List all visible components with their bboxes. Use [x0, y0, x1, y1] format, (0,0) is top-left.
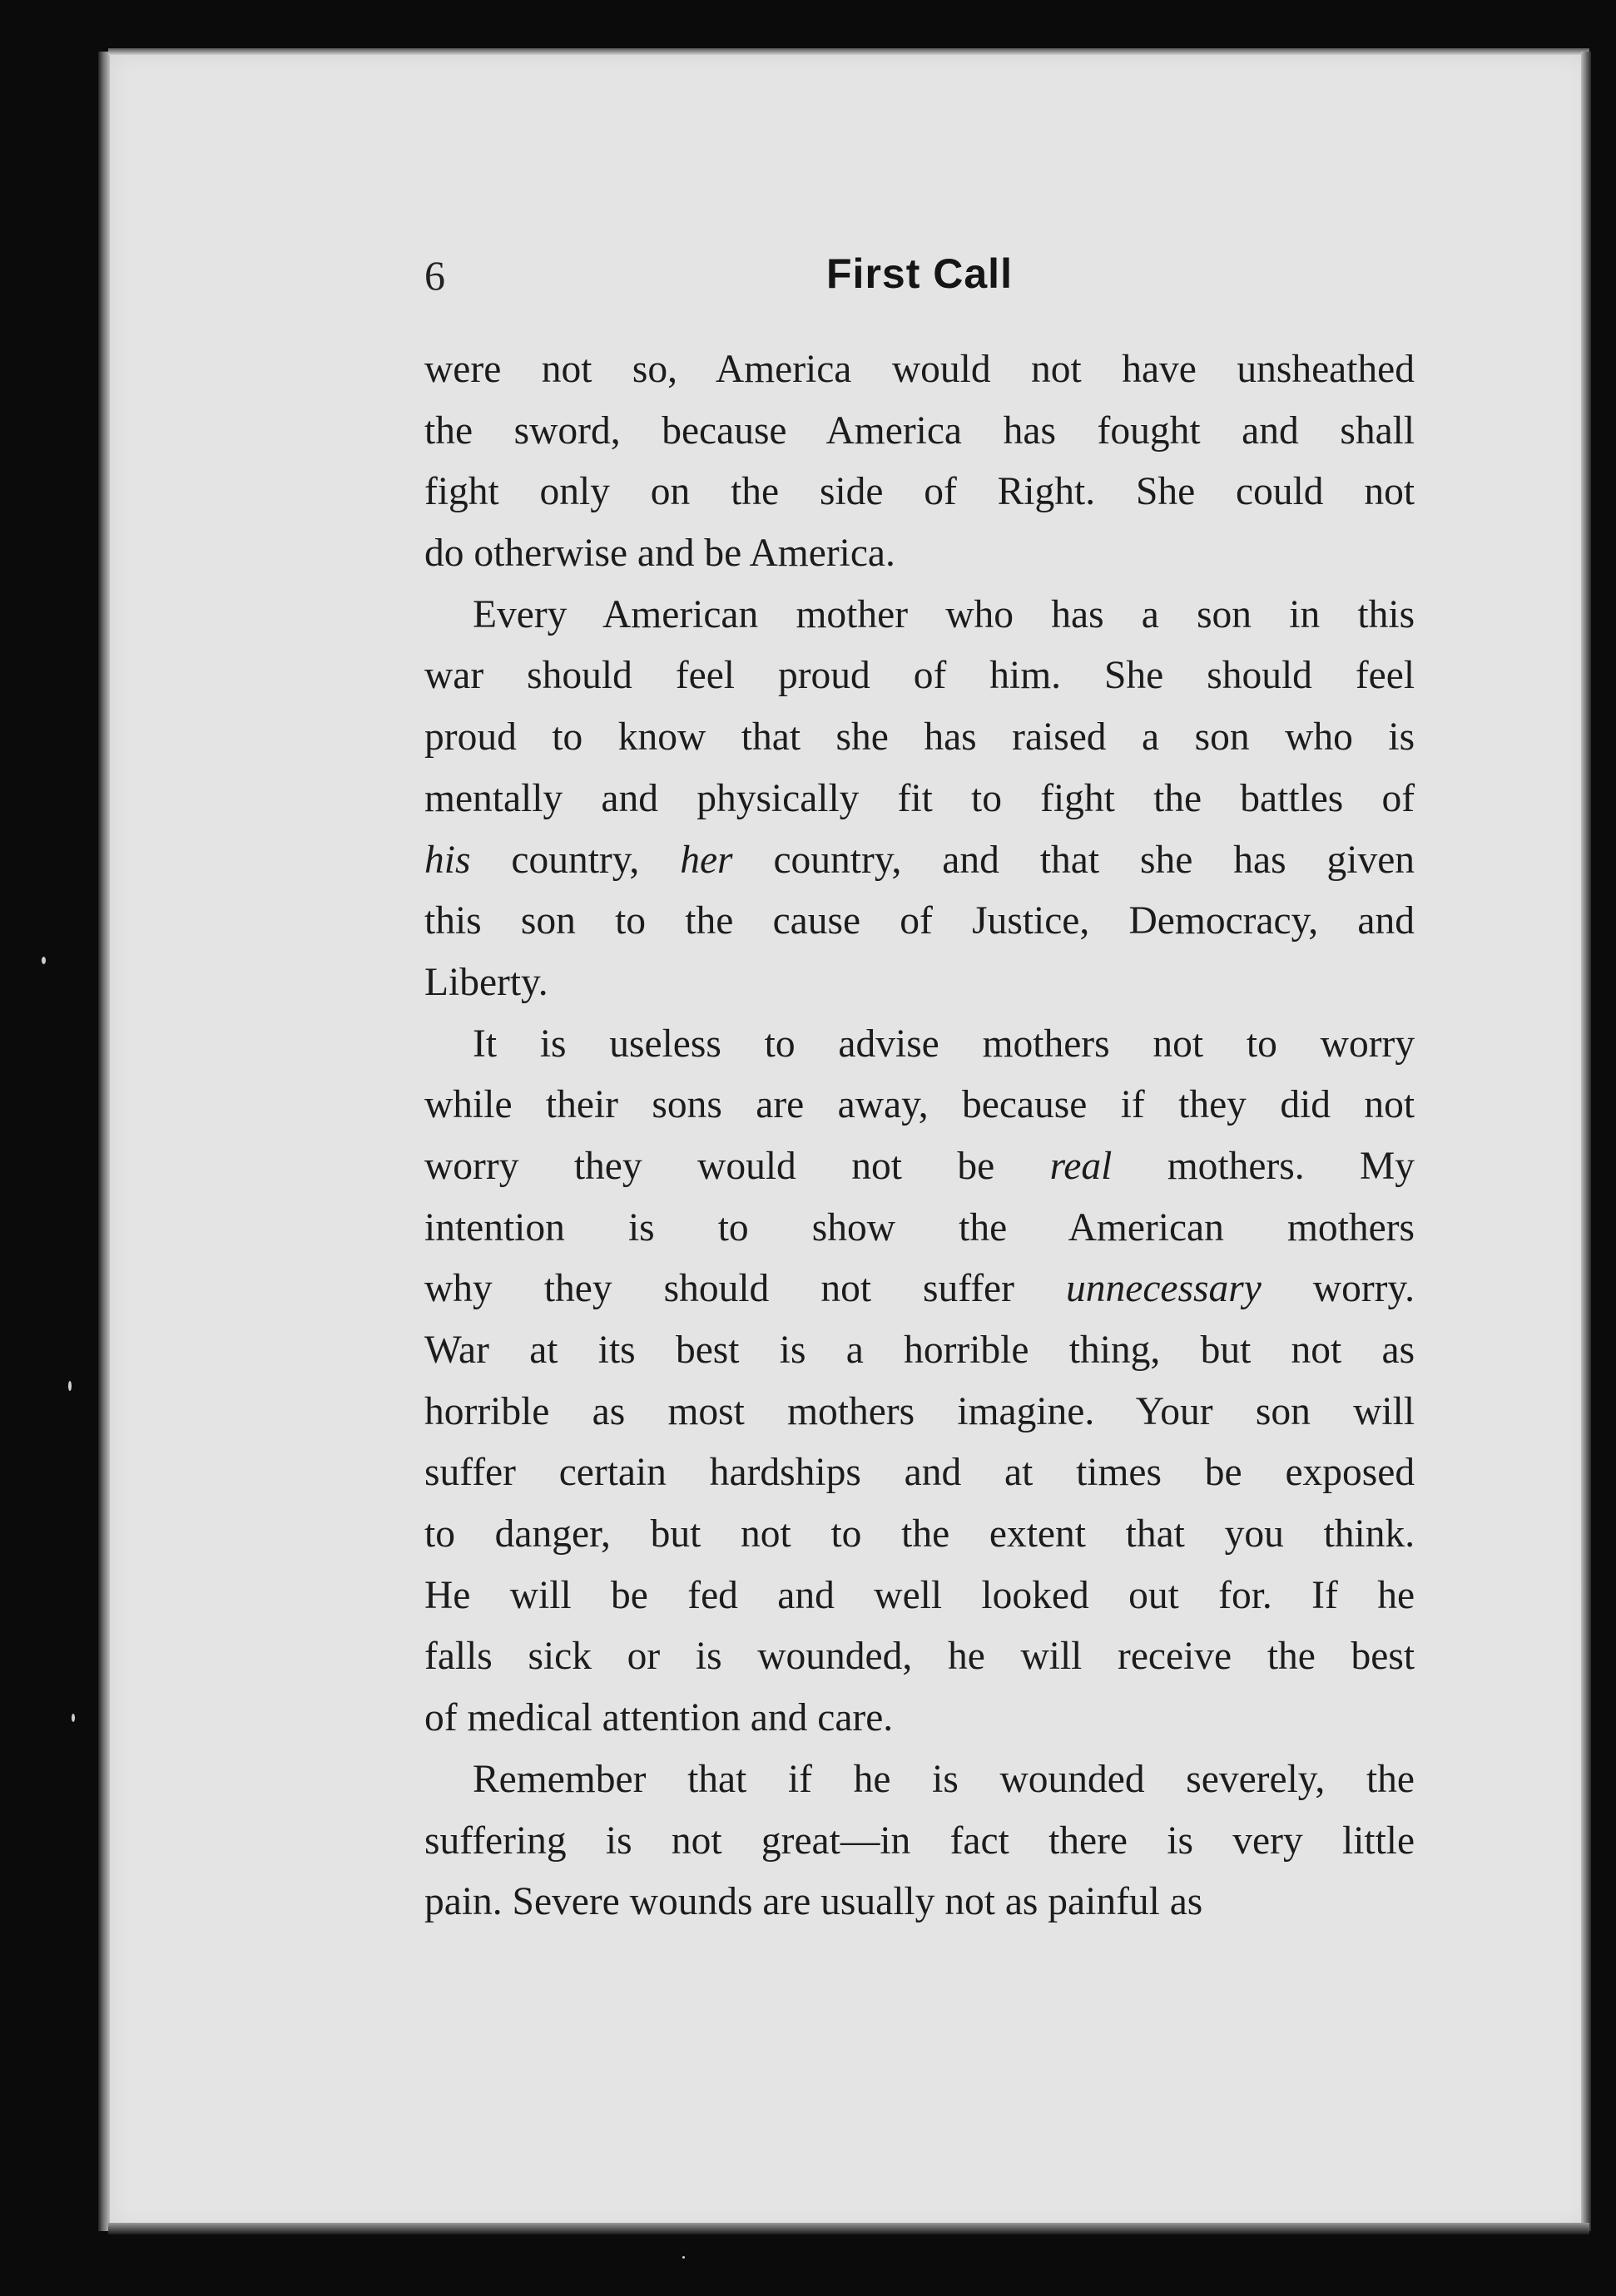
text-line: this son to the cause of Justice, Democracy, and	[424, 899, 1415, 943]
text-line: horrible as most mothers imagine. Your son will	[424, 1389, 1415, 1433]
text-line: to danger, but not to the extent that you think.	[424, 1512, 1415, 1556]
text-line: his country, her country, and that she has given	[424, 838, 1415, 882]
text-line: It is useless to advise mothers not to worry	[473, 1022, 1415, 1066]
text-line: Remember that if he is wounded severely, the	[473, 1757, 1415, 1801]
scan-speck	[68, 1381, 72, 1391]
text-line: the sword, because America has fought and shall	[424, 408, 1415, 453]
running-title: First Call	[826, 250, 1013, 297]
text-line: fight only on the side of Right. She could not	[424, 470, 1415, 514]
text-line: intention is to show the American mothers	[424, 1205, 1415, 1249]
text-line: proud to know that she has raised a son who is	[424, 715, 1415, 760]
page-number: 6	[424, 252, 445, 299]
text-line: were not so, America would not have unsheathed	[424, 348, 1415, 391]
paragraph	[424, 339, 1415, 585]
paragraph	[424, 585, 1415, 1014]
page-header	[424, 243, 1415, 309]
page-binding-edge	[98, 52, 110, 2231]
text-line: War at its best is a horrible thing, but not as	[424, 1329, 1415, 1372]
page-bottom-edge	[108, 2223, 1589, 2234]
page-right-edge	[1581, 52, 1591, 2231]
text-line: Every American mother who has a son in this	[473, 592, 1415, 636]
text-line: why they should not suffer unnecessary worry.	[424, 1267, 1415, 1311]
body-text	[424, 339, 1415, 1933]
text-line: worry they would not be real mothers. My	[424, 1144, 1415, 1188]
scan-speck	[42, 957, 46, 964]
text-line: suffering is not great—in fact there is very little	[424, 1818, 1415, 1863]
page-top-edge	[108, 48, 1589, 55]
text-line: war should feel proud of him. She should feel	[424, 654, 1415, 698]
text-line: mentally and physically fit to fight the battles of	[424, 776, 1415, 820]
text-line: do otherwise and be America.	[424, 532, 895, 576]
scan-speck	[682, 2256, 685, 2259]
text-line: while their sons are away, because if they did not	[424, 1083, 1415, 1127]
text-line: pain. Severe wounds are usually not as painful as	[424, 1880, 1203, 1924]
text-line: Liberty.	[424, 960, 548, 1004]
text-line: falls sick or is wounded, he will receive the best	[424, 1635, 1415, 1679]
text-line: He will be fed and well looked out for. If he	[424, 1573, 1415, 1617]
paragraph	[424, 1014, 1415, 1749]
text-line: suffer certain hardships and at times be exposed	[424, 1451, 1415, 1495]
text-line: of medical attention and care.	[424, 1696, 894, 1740]
paragraph	[424, 1749, 1415, 1933]
scan-speck	[72, 1714, 75, 1722]
